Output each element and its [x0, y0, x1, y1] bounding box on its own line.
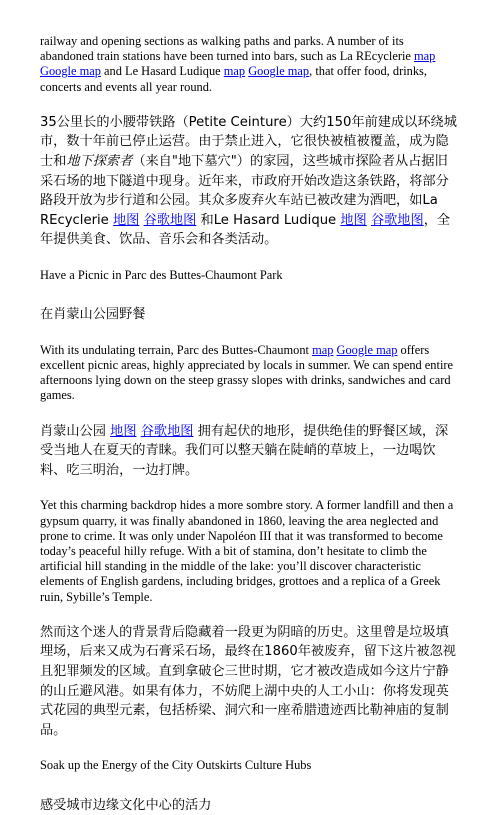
- google-map-link[interactable]: 谷歌地图: [140, 423, 194, 439]
- paragraph-history-en: Yet this charming backdrop hides a more sombre story. A former landfill and then a gypsum quarry, it was finally abandoned in 1860, leaving the area neglected and prone to crime. It was only under Napoléon III that it was transformed to become today’s peaceful hilly refuge. With a bit of stamina, don’t hesitate to climb the artificial hill standing in the middle of the lake: you’ll discover characteristic elements of English gardens, including bridges, grottoes and a replica of a Greek ruin, Sybille’s Temple.: [40, 498, 454, 604]
- paragraph-buttes-chaumont-en: [40, 343, 460, 404]
- section-heading-en: Soak up the Energy of the City Outskirts Culture Hubs: [40, 758, 312, 773]
- section-heading-en: Have a Picnic in Parc des Buttes-Chaumont Park: [40, 267, 283, 282]
- google-map-link[interactable]: Google map: [336, 342, 398, 357]
- section-heading-zh: 感受城市边缘文化中心的活力: [40, 797, 212, 813]
- text: 拥有起伏的地形，提供绝佳的野餐区域，深受当地人在夏天的青睐。我们可以整天躺在陡峭的草坡上，一边喝饮料、吃三明治，一边打牌。: [40, 423, 449, 478]
- map-link[interactable]: map: [223, 64, 246, 79]
- map-link[interactable]: map: [312, 342, 334, 357]
- map-link[interactable]: 地图: [112, 212, 140, 228]
- section-heading-zh: 在肖蒙山公园野餐: [40, 307, 146, 323]
- text: With its undulating terrain, Parc des Buttes-Chaumont: [40, 342, 313, 357]
- text: , that offer food, drinks, concerts and events all year round.: [40, 64, 427, 94]
- google-map-link[interactable]: 谷歌地图: [143, 212, 197, 228]
- google-map-link[interactable]: 谷歌地图: [370, 212, 424, 228]
- paragraph-buttes-chaumont-zh: [40, 422, 460, 481]
- text: （来自"地下墓穴"）的家园，这些城市探险者从占据旧采石场的地下隧道中现身。近年来，市政府开始改造这条铁路，将部分路段开放为步行道和公园。其众多废弃火车站已被改建为酒吧，如La REcyclerie: [40, 154, 449, 228]
- italic-text: 地下探索者: [66, 154, 133, 169]
- paragraph-petite-ceinture-en: [40, 34, 460, 95]
- map-link[interactable]: 地图: [340, 212, 367, 228]
- map-link[interactable]: 地图: [110, 423, 137, 439]
- text: and Le Hasard Ludique: [100, 64, 224, 79]
- text: 肖蒙山公园: [40, 423, 111, 439]
- google-map-link[interactable]: Google map: [40, 64, 101, 79]
- text: 和Le Hasard Ludique: [196, 212, 341, 228]
- text: 35公里长的小腰带铁路（Petite Ceinture）大约150年前建成以环绕城市，数十年前已停止运营。由于禁止进入，它很快被植被覆盖，成为隐士和: [40, 114, 457, 169]
- paragraph-history-zh: 然而这个迷人的背景背后隐藏着一段更为阴暗的历史。这里曾是垃圾填埋场，后来又成为石膏采石场，最终在1860年被废弃，留下这片被忽视且犯罪频发的区域。直到拿破仑三世时期，它才被改造成如今这片宁静的山丘避风港。如果有体力，不妨爬上湖中央的人工小山：你将发现英式花园的典型元素，包括桥梁、洞穴和一座希腊遗迹西比勒神庙的复制品。: [40, 624, 456, 738]
- map-link[interactable]: map: [414, 49, 436, 64]
- google-map-link[interactable]: Google map: [248, 64, 310, 79]
- text: railway and opening sections as walking paths and parks. A number of its abandoned train stations have been turned into bars, such as La REcyclerie: [40, 34, 414, 64]
- paragraph-petite-ceinture-zh: [40, 113, 460, 250]
- text: offers excellent picnic areas, highly appreciated by locals in summer. We can spend entire afternoons lying down on the steep grassy slopes with drinks, sandwiches and card games.: [40, 342, 454, 403]
- text: ，全年提供美食、饮品、音乐会和各类活动。: [40, 212, 451, 248]
